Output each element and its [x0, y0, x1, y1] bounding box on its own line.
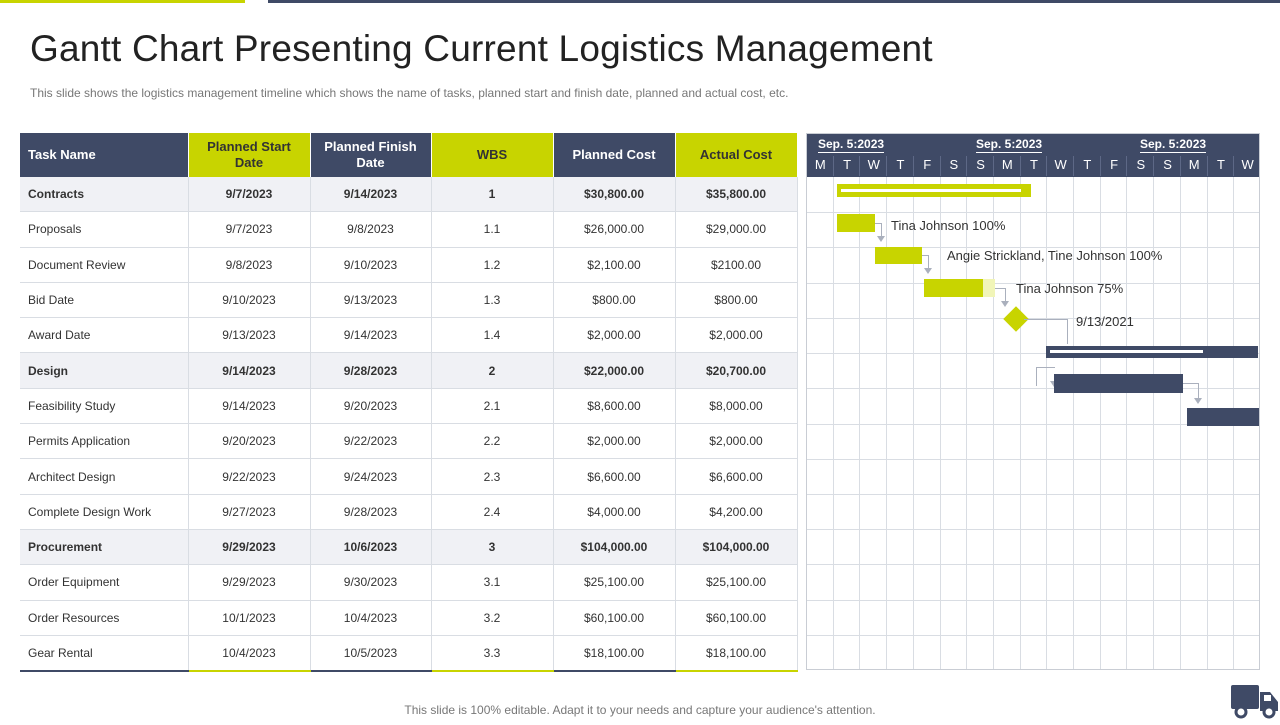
- cell-task-name: Contracts: [20, 177, 188, 212]
- cell-task-name: Complete Design Work: [20, 494, 188, 529]
- day-label: T: [1020, 156, 1048, 176]
- cell-planned-finish: 9/10/2023: [310, 247, 431, 282]
- task-table: [20, 133, 798, 672]
- cell-wbs: 3.2: [431, 600, 553, 635]
- day-label: M: [1180, 156, 1208, 176]
- cell-planned-cost: $2,000.00: [553, 424, 675, 459]
- day-label: S: [966, 156, 994, 176]
- cell-planned-start: 9/20/2023: [188, 424, 310, 459]
- cell-wbs: 3.1: [431, 565, 553, 600]
- cell-planned-finish: 9/22/2023: [310, 424, 431, 459]
- top-dark-bar: [268, 0, 1280, 3]
- cell-task-name: Bid Date: [20, 282, 188, 317]
- cell-planned-cost: $30,800.00: [553, 177, 675, 212]
- cell-task-name: Document Review: [20, 247, 188, 282]
- cell-actual-cost: $29,000.00: [675, 212, 797, 247]
- cell-planned-cost: $26,000.00: [553, 212, 675, 247]
- week-label: Sep. 5:2023: [1140, 137, 1207, 151]
- cell-planned-start: 9/8/2023: [188, 247, 310, 282]
- table-row: [20, 459, 797, 494]
- table-row: [20, 388, 797, 423]
- cell-planned-cost: $25,100.00: [553, 565, 675, 600]
- cell-task-name: Permits Application: [20, 424, 188, 459]
- cell-planned-finish: 9/20/2023: [310, 388, 431, 423]
- table-row: [20, 600, 797, 635]
- cell-planned-finish: 10/4/2023: [310, 600, 431, 635]
- cell-planned-finish: 10/6/2023: [310, 529, 431, 564]
- cell-planned-finish: 10/5/2023: [310, 635, 431, 671]
- cell-planned-cost: $18,100.00: [553, 635, 675, 671]
- header-wbs: WBS: [431, 133, 553, 177]
- table-row: [20, 424, 797, 459]
- table-row: [20, 247, 797, 282]
- cell-actual-cost: $35,800.00: [675, 177, 797, 212]
- cell-wbs: 3.3: [431, 635, 553, 671]
- gantt-label-proposals: Tina Johnson 100%: [891, 218, 1006, 233]
- cell-task-name: Order Resources: [20, 600, 188, 635]
- truck-icon: [1230, 684, 1280, 720]
- top-accent-bar: [0, 0, 245, 3]
- day-label: S: [1126, 156, 1154, 176]
- header-planned-cost: Planned Cost: [553, 133, 675, 177]
- cell-planned-start: 9/7/2023: [188, 212, 310, 247]
- table-row: [20, 318, 797, 353]
- cell-actual-cost: $2,000.00: [675, 424, 797, 459]
- day-label: S: [940, 156, 968, 176]
- day-label: T: [886, 156, 914, 176]
- cell-planned-start: 9/14/2023: [188, 353, 310, 388]
- cell-planned-cost: $22,000.00: [553, 353, 675, 388]
- cell-planned-start: 9/14/2023: [188, 388, 310, 423]
- cell-actual-cost: $25,100.00: [675, 565, 797, 600]
- cell-task-name: Design: [20, 353, 188, 388]
- cell-planned-cost: $6,600.00: [553, 459, 675, 494]
- header-planned-start: Planned Start Date: [188, 133, 310, 177]
- cell-actual-cost: $2,000.00: [675, 318, 797, 353]
- cell-planned-finish: 9/8/2023: [310, 212, 431, 247]
- cell-planned-start: 10/4/2023: [188, 635, 310, 671]
- cell-planned-start: 9/27/2023: [188, 494, 310, 529]
- cell-planned-start: 9/7/2023: [188, 177, 310, 212]
- cell-planned-finish: 9/13/2023: [310, 282, 431, 317]
- gantt-label-bid-date: Tina Johnson 75%: [1016, 281, 1124, 296]
- cell-planned-cost: $60,100.00: [553, 600, 675, 635]
- day-label: F: [1100, 156, 1128, 176]
- footer-note: This slide is 100% editable. Adapt it to your needs and capture your audience's attention.: [404, 703, 876, 717]
- cell-task-name: Feasibility Study: [20, 388, 188, 423]
- table-header-row: [20, 133, 797, 177]
- cell-planned-cost: $4,000.00: [553, 494, 675, 529]
- table-group-row: [20, 177, 797, 212]
- table-group-row: [20, 353, 797, 388]
- cell-task-name: Award Date: [20, 318, 188, 353]
- cell-planned-cost: $104,000.00: [553, 529, 675, 564]
- cell-actual-cost: $800.00: [675, 282, 797, 317]
- cell-planned-finish: 9/30/2023: [310, 565, 431, 600]
- cell-planned-cost: $8,600.00: [553, 388, 675, 423]
- cell-planned-finish: 9/24/2023: [310, 459, 431, 494]
- cell-wbs: 1: [431, 177, 553, 212]
- slide-title: Gantt Chart Presenting Current Logistics Management: [30, 28, 933, 69]
- day-label: W: [1046, 156, 1074, 176]
- gantt-label-document-review: Angie Strickland, Tine Johnson 100%: [947, 248, 1163, 263]
- cell-wbs: 1.2: [431, 247, 553, 282]
- cell-planned-cost: $2,000.00: [553, 318, 675, 353]
- table-row: [20, 494, 797, 529]
- day-label: M: [806, 156, 834, 176]
- table-row: [20, 565, 797, 600]
- cell-actual-cost: $18,100.00: [675, 635, 797, 671]
- cell-task-name: Architect Design: [20, 459, 188, 494]
- cell-wbs: 2.2: [431, 424, 553, 459]
- cell-actual-cost: $8,000.00: [675, 388, 797, 423]
- cell-planned-finish: 9/14/2023: [310, 177, 431, 212]
- cell-actual-cost: $20,700.00: [675, 353, 797, 388]
- cell-planned-start: 9/29/2023: [188, 529, 310, 564]
- week-label: Sep. 5:2023: [818, 137, 885, 151]
- cell-planned-start: 9/22/2023: [188, 459, 310, 494]
- table-row: [20, 635, 797, 671]
- day-label: W: [1233, 156, 1261, 176]
- cell-actual-cost: $104,000.00: [675, 529, 797, 564]
- cell-actual-cost: $6,600.00: [675, 459, 797, 494]
- day-label: W: [859, 156, 887, 176]
- slide-subtitle: This slide shows the logistics management timeline which shows the name of tasks, planned start and finish date, planned and actual cost, etc.: [30, 86, 789, 100]
- cell-planned-start: 9/13/2023: [188, 318, 310, 353]
- cell-planned-finish: 9/14/2023: [310, 318, 431, 353]
- cell-wbs: 2: [431, 353, 553, 388]
- table-row: [20, 282, 797, 317]
- cell-wbs: 2.3: [431, 459, 553, 494]
- gantt-label-award-date: 9/13/2021: [1076, 314, 1134, 329]
- cell-wbs: 3: [431, 529, 553, 564]
- cell-planned-start: 9/29/2023: [188, 565, 310, 600]
- cell-planned-finish: 9/28/2023: [310, 494, 431, 529]
- table-row: [20, 212, 797, 247]
- day-label: M: [993, 156, 1021, 176]
- cell-actual-cost: $60,100.00: [675, 600, 797, 635]
- day-label: T: [833, 156, 861, 176]
- week-label: Sep. 5:2023: [976, 137, 1043, 151]
- table-group-row: [20, 529, 797, 564]
- cell-task-name: Procurement: [20, 529, 188, 564]
- cell-planned-finish: 9/28/2023: [310, 353, 431, 388]
- header-actual-cost: Actual Cost: [675, 133, 797, 177]
- cell-task-name: Proposals: [20, 212, 188, 247]
- gantt-frame: [806, 133, 1260, 670]
- gantt-chart: [806, 133, 1260, 670]
- cell-actual-cost: $2100.00: [675, 247, 797, 282]
- header-task-name: Task Name: [20, 133, 188, 177]
- cell-planned-cost: $800.00: [553, 282, 675, 317]
- cell-task-name: Order Equipment: [20, 565, 188, 600]
- cell-wbs: 1.3: [431, 282, 553, 317]
- cell-wbs: 1.1: [431, 212, 553, 247]
- day-label: S: [1153, 156, 1181, 176]
- day-label: F: [913, 156, 941, 176]
- cell-task-name: Gear Rental: [20, 635, 188, 671]
- header-planned-finish: Planned Finish Date: [310, 133, 431, 177]
- cell-planned-start: 9/10/2023: [188, 282, 310, 317]
- cell-planned-cost: $2,100.00: [553, 247, 675, 282]
- cell-actual-cost: $4,200.00: [675, 494, 797, 529]
- cell-wbs: 2.1: [431, 388, 553, 423]
- cell-planned-start: 10/1/2023: [188, 600, 310, 635]
- day-label: T: [1073, 156, 1101, 176]
- day-label: T: [1207, 156, 1235, 176]
- cell-wbs: 1.4: [431, 318, 553, 353]
- cell-wbs: 2.4: [431, 494, 553, 529]
